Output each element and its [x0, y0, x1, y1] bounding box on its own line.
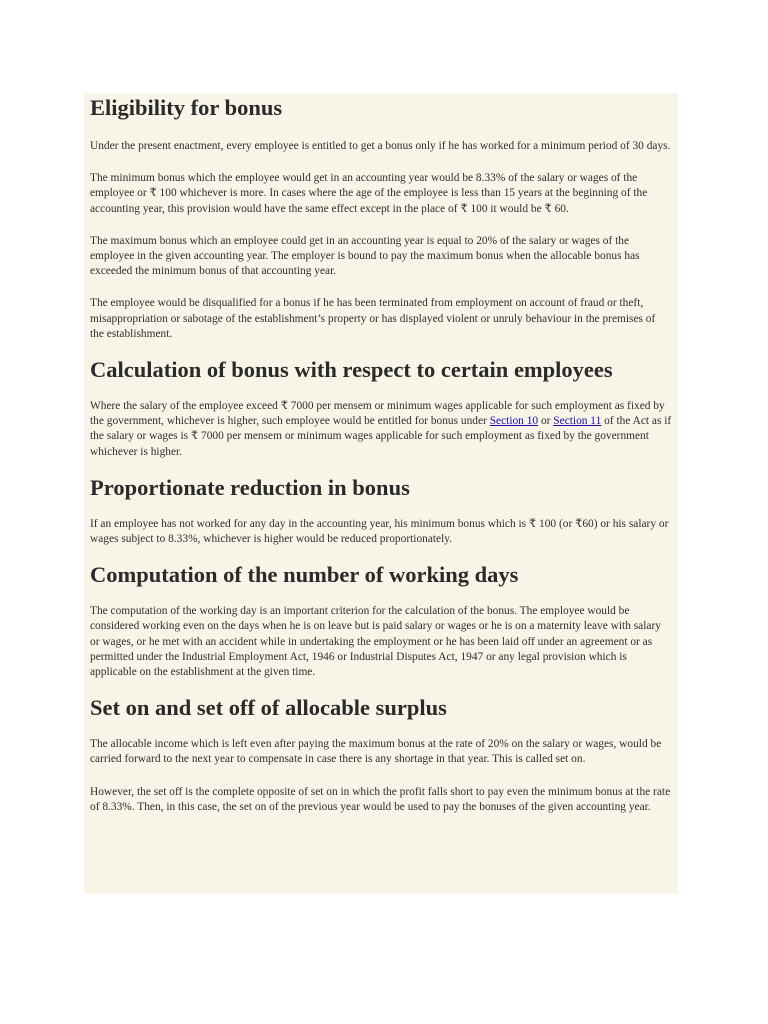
- paragraph-calculation: [90, 399, 672, 460]
- section-heading-calculation: Calculation of bonus with respect to certain employees: [90, 357, 613, 383]
- paragraph: The minimum bonus which the employee would get in an accounting year would be 8.33% of the salary or wages of the employee or ₹ 100 whichever is more. In cases where the age of the employee is less than 15 years at the beginning of the accounting year, this provision would have the same effect except in the place of ₹ 100 it would be ₹ 60.: [90, 172, 648, 215]
- section-heading-eligibility: Eligibility for bonus: [90, 95, 283, 120]
- paragraph: The computation of the working day is an important criterion for the calculation of the bonus. The employee would be considered working even on the days when he is on leave but is paid salary or wages or he is on a maternity leave with salary or wages, or he met with an accident while in undertaking the employment or he has been laid off under an agreement or as permitted under the Industrial Employment Act, 1946 or Industrial Disputes Act, 1947 or any legal provision which is applicable on the establishment at the given time.: [90, 605, 661, 679]
- paragraph: However, the set off is the complete opposite of set on in which the profit falls short to pay even the minimum bonus at the rate of 8.33%. Then, in this case, the set on of the previous year would be used to pay the bonuses of the given accounting year.: [90, 785, 671, 813]
- section-10-link[interactable]: Section 10: [489, 415, 539, 428]
- paragraph-text: Where the salary of the employee exceed ₹ 7000 per mensem or minimum wages applicable for such employment as fixed by the government, whichever is higher, such employee would be entitled for bonus under: [90, 400, 665, 428]
- section-11-link[interactable]: Section 11: [553, 415, 602, 428]
- section-heading-set-on-set-off: Set on and set off of allocable surplus: [90, 695, 447, 721]
- paragraph: The allocable income which is left even after paying the maximum bonus at the rate of 20% on the salary or wages, would be carried forward to the next year to compensate in case there is any shortage in that year. This is called set on.: [90, 738, 662, 766]
- section-heading-proportionate: Proportionate reduction in bonus: [90, 474, 410, 500]
- paragraph: The maximum bonus which an employee could get in an accounting year is equal to 20% of the salary or wages of the employee in the given accounting year. The employer is bound to pay the maximum bonus when the allocable bonus has exceeded the minimum bonus of that accounting year.: [90, 234, 640, 278]
- paragraph-text: of the Act as if the salary or wages is ₹ 7000 per mensem or minimum wages applicable for such employment as fixed by the government whichever is higher.: [90, 415, 672, 458]
- section-heading-working-days: Computation of the number of working days: [90, 562, 519, 588]
- paragraph-text: or: [538, 415, 554, 428]
- article-content: [84, 93, 678, 894]
- paragraph: If an employee has not worked for any day in the accounting year, his minimum bonus which is ₹ 100 (or ₹60) or his salary or wages subject to 8.33%, whichever is higher would be reduced proportionately.: [90, 517, 669, 546]
- paragraph: The employee would be disqualified for a bonus if he has been terminated from employment on account of fraud or theft, misappropriation or sabotage of the establishment’s property or has displayed violent or unruly behaviour in the premises of the establishment.: [90, 297, 656, 340]
- paragraph: Under the present enactment, every employee is entitled to get a bonus only if he has worked for a minimum period of 30 days.: [90, 140, 671, 152]
